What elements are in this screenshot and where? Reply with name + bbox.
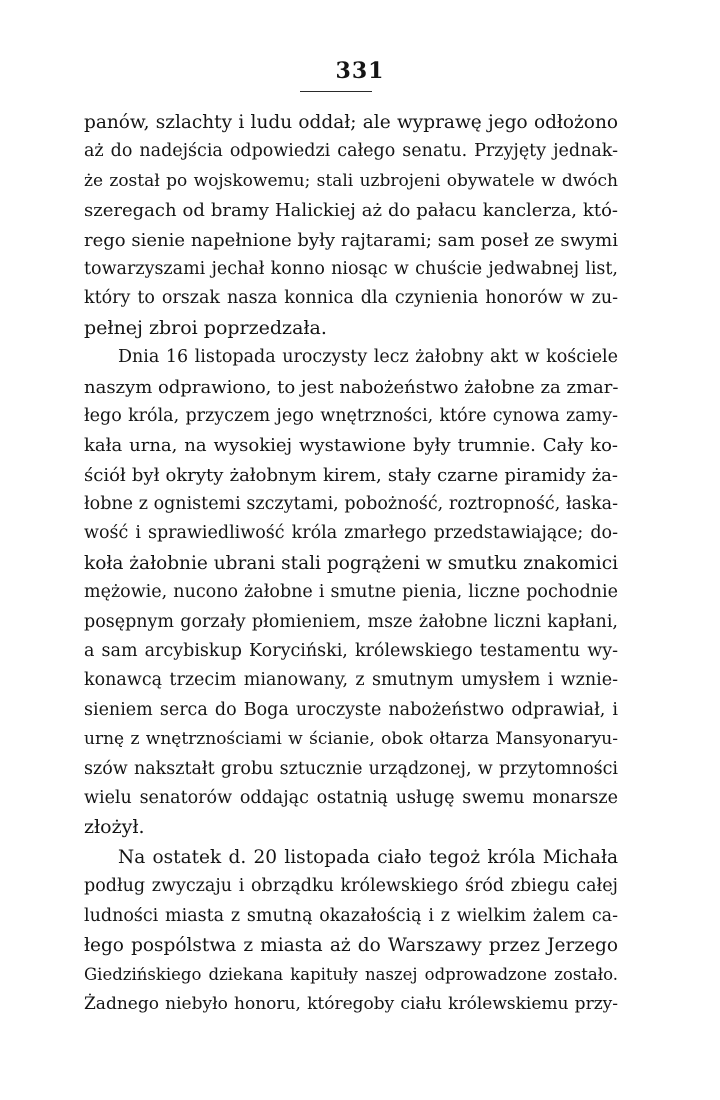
text-line: urnę z wnętrznościami w ścianie, obok ołtarza Mansyonaryu- [84,729,618,750]
text-line: łego pospólstwa z miasta aż do Warszawy przez Jerzego [84,934,618,956]
text-line: sieniem serca do Boga uroczyste nabożeństwo odprawiał, i [84,699,618,720]
text-line: kała urna, na wysokiej wystawione były trumnie. Cały ko- [84,435,618,457]
page-number-rule [300,91,372,92]
text-line: towarzyszami jechał konno niosąc w chuście jedwabnej list, [84,258,618,279]
text-line: panów, szlachty i ludu oddał; ale wyprawę jego odłożono [84,112,618,133]
text-line: łego króla, przyczem jego wnętrzności, które cynowa zamy- [84,405,618,426]
text-line: że został po wojskowemu; stali uzbrojeni obywatele w dwóch [84,170,618,191]
page-number: 331 [335,58,385,84]
text-line: ludności miasta z smutną okazałością i z wielkim żalem ca- [84,905,618,926]
text-line: Dnia 16 listopada uroczysty lecz żałobny akt w kościele [118,347,618,368]
body-text [84,108,618,1019]
text-line: pełnej zbroi poprzedzała. [84,316,327,339]
text-line: naszym odprawiono, to jest nabożeństwo żałobne za zmar- [84,376,618,398]
text-line: który to orszak nasza konnica dla czynienia honorów w zu- [84,288,618,309]
text-line: złożył. [84,816,145,839]
text-line: Giedzińskiego dziekana kapituły naszej odprowadzone zostało. [84,965,618,985]
text-line: Żadnego niebyło honoru, któregoby ciału królewskiemu przy- [84,993,618,1014]
text-line: aż do nadejścia odpowiedzi całego senatu. Przyjęty jednak- [84,141,618,162]
text-line: rego sienie napełnione były rajtarami; sam poseł ze swymi [84,229,618,251]
text-line: podług zwyczaju i obrządku królewskiego śród zbiegu całej [84,876,618,897]
text-line: wielu senatorów oddając ostatnią usługę swemu monarsze [84,787,618,808]
text-line: szeregach od bramy Halickiej aż do pałacu kanclerza, któ- [84,200,618,222]
text-line: łobne z ognistemi szczytami, pobożność, roztropność, łaska- [84,494,618,515]
text-line: mężowie, nucono żałobne i smutne pienia, liczne pochodnie [84,582,618,603]
text-line: ściół był okryty żałobnym kirem, stały czarne piramidy ża- [84,464,618,486]
text-line: Na ostatek d. 20 listopada ciało tegoż króla Michała [118,846,618,868]
text-line: wość i sprawiedliwość króla zmarłego przedstawiające; do- [84,523,618,544]
text-line: posępnym gorzały płomieniem, msze żałobne liczni kapłani, [84,611,618,632]
text-line: a sam arcybiskup Koryciński, królewskiego testamentu wy- [84,641,618,662]
text-line: koła żałobnie ubrani stali pogrążeni w smutku znakomici [84,552,618,574]
text-line: konawcą trzecim mianowany, z smutnym umysłem i wznie- [84,670,618,691]
text-line: szów nakształt grobu sztucznie urządzonej, w przytomności [84,758,618,779]
